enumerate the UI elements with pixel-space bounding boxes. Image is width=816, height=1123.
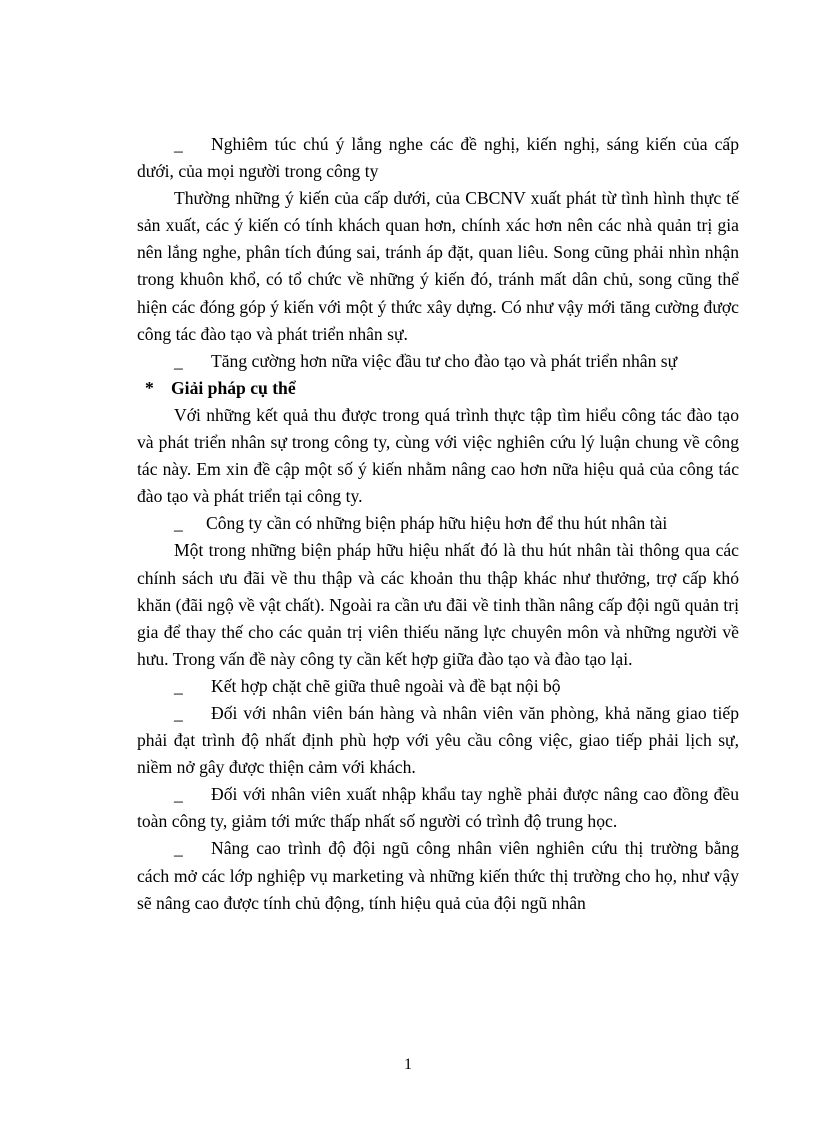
heading-text: Giải pháp cụ thể [171,377,296,398]
section-heading [137,375,739,402]
bullet-paragraph [137,781,739,835]
dash-marker: _ [174,784,183,805]
bullet-paragraph [137,348,739,375]
page-body [137,131,739,917]
body-paragraph: Với những kết quả thu được trong quá trình thực tập tìm hiểu công tác đào tạo và phát triển nhân sự trong công ty, cùng với việc nghiên cứu lý luận chung về công tác này. Em xin đề cập một số ý kiến nhằm nâng cao hơn nữa hiệu quả của công tác đào tạo và phát triển tại công ty. [137,404,739,507]
page-number: 1 [404,1056,412,1073]
bullet-paragraph [137,131,739,185]
dash-marker: _ [174,702,183,723]
paragraph-text: Nâng cao trình độ đội ngũ công nhân viên nghiên cứu thị trường bằng cách mở các lớp nghiệp vụ marketing và những kiến thức thị trường cho họ, như vậy sẽ nâng cao được tính chủ động, tính hiệu quả của đội ngũ nhân [137,838,739,913]
dash-marker: _ [174,675,183,696]
dash-marker: _ [174,838,183,859]
bullet-paragraph [137,510,739,537]
paragraph-text: Nghiêm túc chú ý lắng nghe các đề nghị, kiến nghị, sáng kiến của cấp dưới, của mọi người trong công ty [137,134,739,182]
paragraph-text: Kết hợp chặt chẽ giữa thuê ngoài và đề bạt nội bộ [211,675,561,696]
paragraph-text: Công ty cần có những biện pháp hữu hiệu hơn để thu hút nhân tài [206,513,668,534]
bullet-paragraph [137,673,739,700]
asterisk-marker: * [145,377,154,398]
dash-marker: _ [174,350,183,371]
body-paragraph: Thường những ý kiến của cấp dưới, của CBCNV xuất phát từ tình hình thực tế sản xuất, các ý kiến có tính khách quan hơn, chính xác hơn nên các nhà quản trị gia nên lắng nghe, phân tích đúng sai, tránh áp đặt, quan liêu. Song cũng phải nhìn nhận trong khuôn khổ, có tổ chức về những ý kiến đó, tránh mất dân chủ, song cũng thể hiện các đóng góp ý kiến với một ý thức xây dựng. Có như vậy mới tăng cường được công tác đào tạo và phát triển nhân sự. [137,188,739,344]
dash-marker: _ [174,513,183,534]
body-paragraph: Một trong những biện pháp hữu hiệu nhất đó là thu hút nhân tài thông qua các chính sách ưu đãi về thu thập và các khoản thu thập khác như thưởng, trợ cấp khó khăn (đãi ngộ về vật chất). Ngoài ra cần ưu đãi về tinh thần nâng cấp đội ngũ quản trị gia để thay thế cho các quản trị viên thiếu năng lực chuyên môn và những người về hưu. Trong vấn đề này công ty cần kết hợp giữa đào tạo và đào tạo lại. [137,540,739,669]
paragraph-text: Đối với nhân viên xuất nhập khẩu tay nghề phải được nâng cao đồng đều toàn công ty, giảm tới mức thấp nhất số người có trình độ trung học. [137,784,739,832]
paragraph-text: Đối với nhân viên bán hàng và nhân viên văn phòng, khả năng giao tiếp phải đạt trình độ nhất định phù hợp với yêu cầu công việc, giao tiếp phải lịch sự, niềm nở gây được thiện cảm với khách. [137,702,739,778]
bullet-paragraph [137,835,739,916]
paragraph-text: Tăng cường hơn nữa việc đầu tư cho đào tạo và phát triển nhân sự [211,350,678,371]
bullet-paragraph [137,700,739,781]
dash-marker: _ [174,134,183,154]
